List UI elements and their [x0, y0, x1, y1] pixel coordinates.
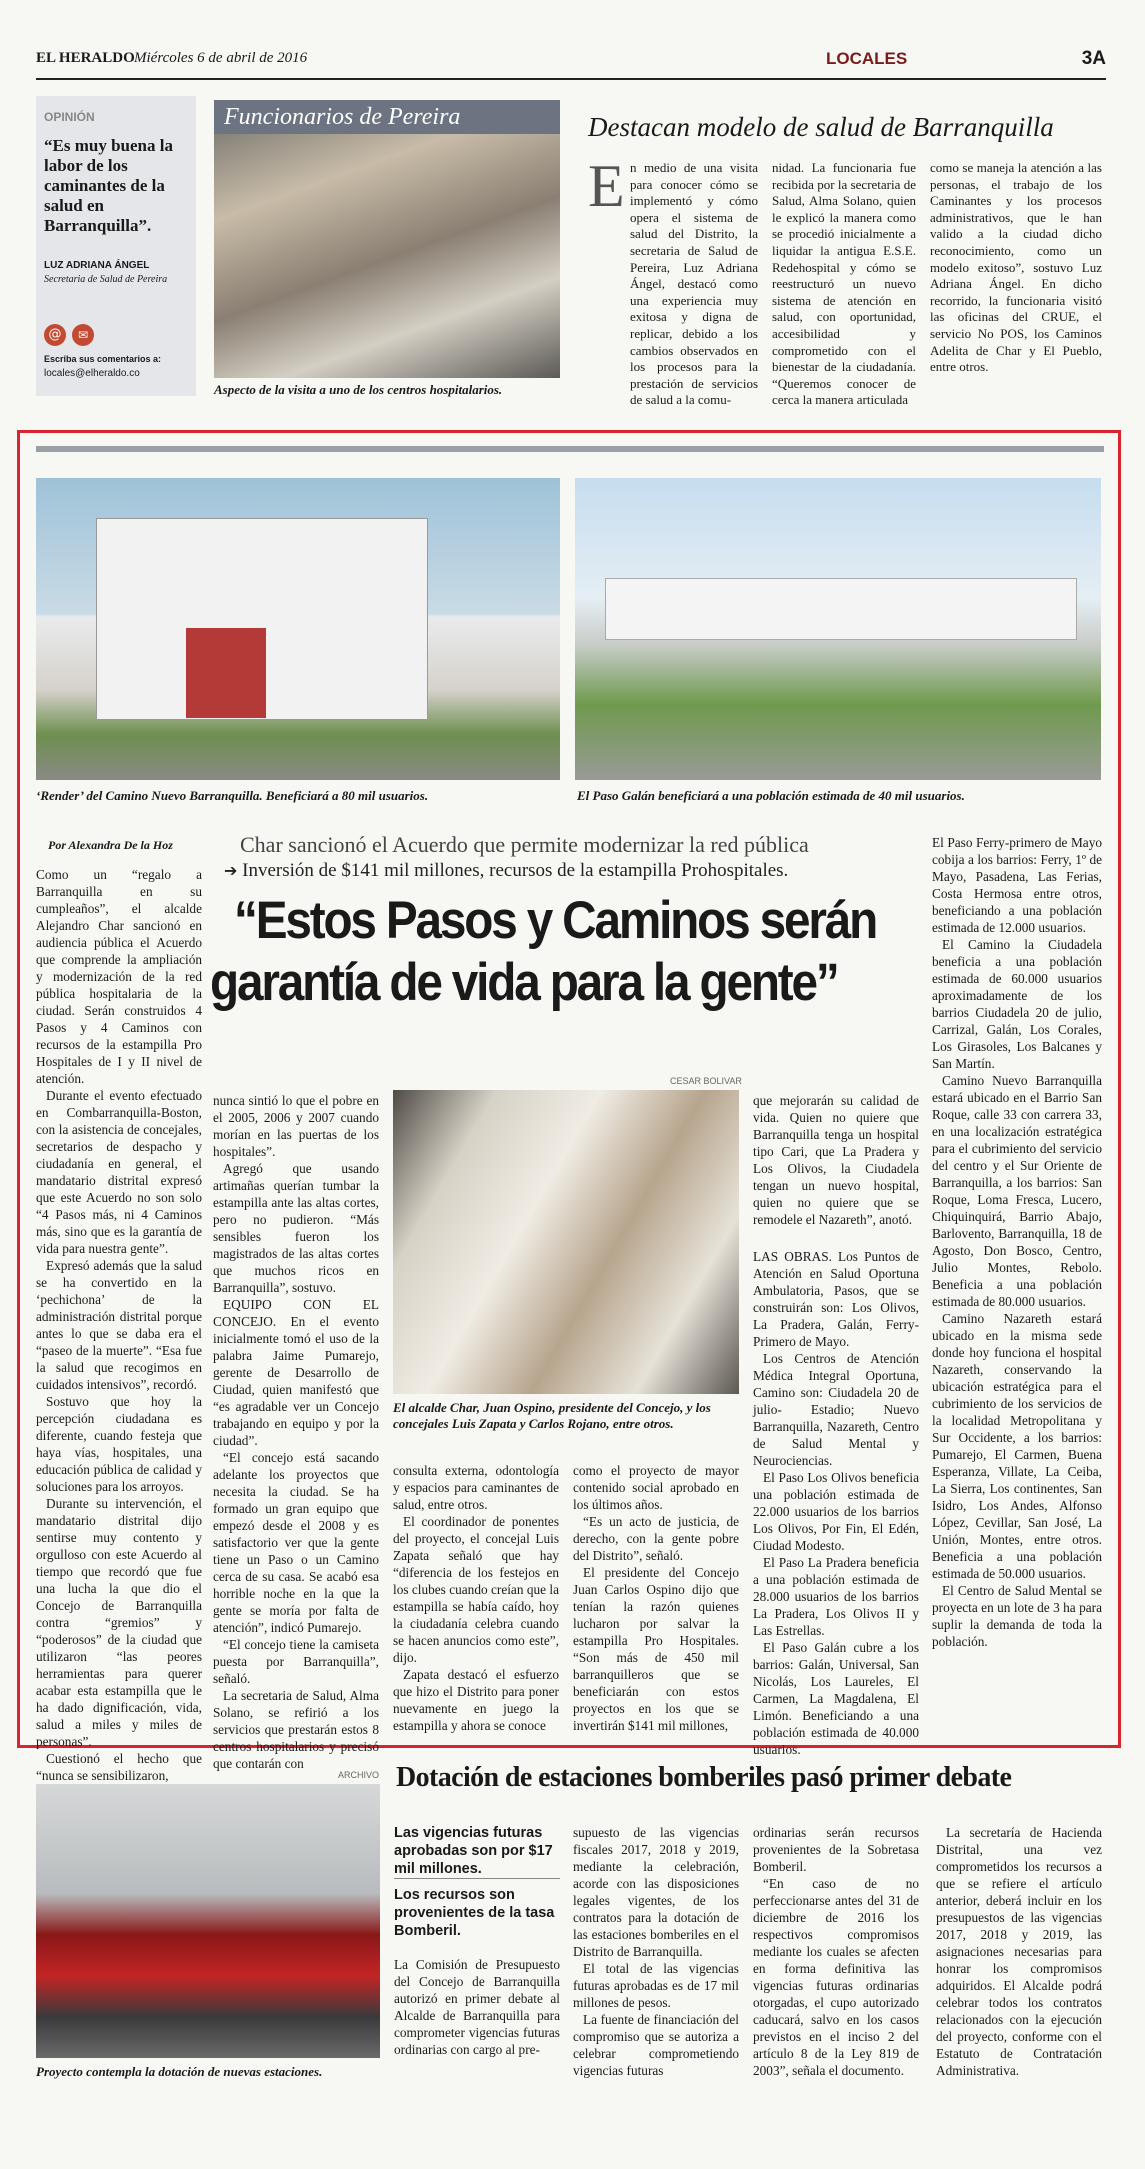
bomberos-photo-credit: ARCHIVO — [338, 1770, 380, 1780]
pereira-dropcap: E — [588, 153, 625, 219]
pereira-headline: Destacan modelo de salud de Barranquilla — [588, 112, 1054, 142]
pereira-col2: nidad. La funcionaria fue recibida por la secretaria de Salud, Alma Solano, quien le explicó la manera como se procedió inicialmente a liquidar la antigua E.S.E. Redehospital y cómo se reestructuró un nuevo sistema de atención en salud, con oportunidad, accesibilidad y comprometido con el bienestar de la ciudadanía. “Queremos conocer de cerca la manera articulada — [772, 160, 916, 408]
newspaper-name: EL HERALDO — [36, 50, 135, 66]
main-col2: nunca sintió lo que el pobre en el 2005, 2006 y 2007 cuando morían en las puertas de los hospitales”. Agregó que usando artimañas querían tumbar la estampilla ante las altas cortes, pero no pudieron. “Más sensibles fueron los magistrados de las altas cortes que muchos ricos en Barranquilla”, sostuvo. EQUIPO CON EL CONCEJO. En el evento inicialmente tomó el uso de la palabra Jaime Pumarejo, gerente de Desarrollo de Ciudad, quien manifestó que “es agradable ver un Concejo trabajando en equipo y por la ciudad”. “El concejo está sacando adelante los proyectos que necesita la ciudad. Se ha formado un gran equipo que empezó desde el 2008 y es satisfactorio ver que la gente tiene un Paso o un Camino cerca de su casa. Se acabó esa horrible noche en la que la gente se moría por falta de atención”, indicó Pumarejo. “El concejo tiene la camiseta puesta por Barranquilla”, señaló. La secretaria de Salud, Alma Solano, se refirió a los servicios que prestarán estos 8 centros hospitalarios y precisó que contarán con — [213, 1093, 379, 1771]
bomberos-col2: supuesto de las vigencias fiscales 2017, 2018 y 2019, mediante la celebración, acorde con las disposiciones legales vigentes, de los contratos para la dotación de las estaciones bomberiles en el Distrito de Barranquilla. El total de las vigencias futuras aprobadas es de 17 mil millones de pesos. La fuente de financiación del compromiso que se autoriza a celebrar comprometiendo vigencias futuras — [573, 1825, 739, 2078]
pereira-col1: n medio de una visita para conocer cómo se implementó y cómo opera el sistema de salud del Distrito, la secretaria de Salud de Pereira, Luz Adriana Ángel, destacó como una experiencia muy exitosa y digna de replicar, debido a los cambios observados en los procesos para la prestación de servicios de salud a la comu- — [630, 160, 758, 408]
subkicker-text: Inversión de $141 mil millones, recursos de la estampilla Prohospitales. — [242, 860, 789, 881]
header-rule — [36, 78, 1106, 80]
opinion-label: OPINIÓN — [44, 110, 95, 124]
signing-photo-caption: El alcalde Char, Juan Ospino, presidente del Concejo, y los concejales Luis Zapata y Carlos Rojano, entre otros. — [393, 1400, 711, 1431]
highlight-rule — [394, 1878, 560, 1879]
opinion-author: LUZ ADRIANA ÁNGEL — [44, 260, 150, 271]
main-col4: como el proyecto de mayor contenido social aprobado en los últimos años. “Es un acto de justicia, de derecho, con la gente pobre del Distrito”, señaló. El presidente del Concejo Juan Carlos Ospino dijo que tenían la razón quienes lucharon por salvar la estampilla Pro Hospitales. “Son más de 450 mil barranquilleros que se beneficiarán con estos proyectos en los que se invertirán $141 mil millones, — [573, 1463, 739, 1733]
render-paso-galan-photo — [575, 478, 1101, 780]
pereira-photo-title: Funcionarios de Pereira — [214, 100, 560, 134]
mail-icon[interactable]: ✉ — [72, 324, 94, 346]
byline: Por Alexandra De la Hoz — [48, 838, 173, 852]
fire-truck-caption: Proyecto contempla la dotación de nuevas estaciones. — [36, 2064, 323, 2079]
fire-truck-photo — [36, 1784, 380, 2058]
main-col3: consulta externa, odontología y espacios para caminantes de salud, entre otros. El coordinador de ponentes del proyecto, el concejal Luis Zapata señaló que hay “diferencia de los festejos en los clubes cuando creían que la estampilla se había caído, hoy la ciudadanía celebra cuando se hacen anuncios como este”, dijo. Zapata destacó el esfuerzo que hizo el Distrito para poner nuevamente en juego la estampilla y ahora se conoce — [393, 1463, 559, 1733]
bomberos-col1: La Comisión de Presupuesto del Concejo de Barranquilla autorizó en primer debate al Alcalde de Barranquilla para comprometer vigencias futuras ordinarias con cargo al pre- — [394, 1957, 560, 2057]
arrow-circle-icon: ➔ — [224, 861, 238, 880]
comments-label: Escriba sus comentarios a: — [44, 354, 162, 364]
main-story-topbar — [36, 446, 1104, 452]
signing-photo — [393, 1090, 739, 1394]
caption-paso-galan: El Paso Galán beneficiará a una población estimada de 40 mil usuarios. — [577, 788, 965, 803]
pereira-caption: Aspecto de la visita a uno de los centros hospitalarios. — [214, 382, 503, 397]
bomberos-headline: Dotación de estaciones bomberiles pasó primer debate — [396, 1762, 1012, 1793]
bomberos-highlight-2: Los recursos son provenientes de la tasa Bomberil. — [394, 1887, 555, 1939]
main-col1: Como un “regalo a Barranquilla en su cumpleaños”, el alcalde Alejandro Char sancionó en audiencia pública el Acuerdo que comprende la ampliación y modernización de la red pública hospitalaria de la ciudad. Serán construidos 4 Pasos y 4 Caminos con recursos de la estampilla Pro Hospitales de I y II nivel de atención. Durante el evento efectuado en Combarranquilla-Boston, con la asistencia de concejales, secretarios de despacho y ciudadanía en general, el mandatario distrital expresó que este Acuerdo no son solo “4 Pasos más, ni 4 Caminos más, sino que es la garantía de vida para nuestra gente”. Expresó además que la salud se ha convertido en la ‘pechichona’ de la administración distrital porque antes lo que se daba era el “paseo de la muerte”. “Esa fue la salud que recogimos en cuidados intensivos”, recordó. Sostuvo que hoy la percepción ciudadana es diferente, cuando festeja que haya vías, hospitales, una educación pública de calidad y soluciones para los arroyos. Durante su intervención, el mandatario distrital dijo sentirse muy contento y orgulloso con este Acuerdo al tiempo que recordó que fue una lucha la que dio el Concejo de Barranquilla contra “gremios” y “poderosos” de la ciudad que utilizaron “las peores herramientas para querer acabar esta estampilla que le ha dado dignificación, vida, salud a miles y miles de personas”. Cuestionó el hecho que “nunca se sensibilizaron, — [36, 867, 202, 1783]
issue-date: Miércoles 6 de abril de 2016 — [134, 50, 308, 66]
main-col5: LAS OBRAS. Los Puntos de Atención en Salud Oportuna Ambulatoria, Pasos, que se construirán son: Los Olivos, La Pradera, Galán, Ferry- Primero de Mayo. Los Centros de Atención Médica Integral Oportuna, Camino son: Ciudadela 20 de julio- Estadio; Nuevo Barranquilla, Nazareth, Centro de Salud Mental y Neurociencias. El Paso Los Olivos beneficia una población estimada de 22.000 usuarios de los barrios Los Olivos, Por Fin, El Edén, Ciudad Modesto. El Paso La Pradera beneficia a una población estimada de 28.000 usuarios de los barrios La Pradera, Los Olivos II y Las Estrellas. El Paso Galán cubre a los barrios: Galán, Universal, San Nicolás, Los Laureles, El Carmen, La Magdalena, El Limón. Beneficiando a una población estimada de 40.000 usuarios. — [753, 1249, 919, 1757]
subkicker — [224, 860, 788, 882]
main-col6: El Paso Ferry-primero de Mayo cobija a los barrios: Ferry, 1º de Mayo, Pasadena, Las Ferias, Costa Hermosa entre otros, beneficiando a una población estimada de 12.000 usuarios. El Camino la Ciudadela beneficia a una población estimada de 60.000 usuarios aproximadamente de los barrios Ciudadela 20 de julio, Carrizal, Galán, Los Corales, Los Girasoles, Los Balcanes y San Martín. Camino Nuevo Barranquilla estará ubicado en el Barrio San Roque, calle 33 con carrera 33, en una localización estratégica para el cubrimiento del servicio del centro y el Sur Oriente de Barranquilla, a los barrios: San Roque, Loma Fresca, Lucero, Chiquinquirá, Barrio Abajo, Barlovento, Barranquilla, 18 de Agosto, Don Bosco, Centro, Julio Montes, Rebolo. Beneficia a una población estimada de 80.000 usuarios. Camino Nazareth estará ubicado en la misma sede donde hoy funciona el hospital Nazareth, conservando la ubicación estratégica para el cubrimiento de los servicios de la localidad Metropolitana y Sur Occidente, a los barrios: Pumarejo, El Carmen, Buena Esperanza, Villate, La Ceiba, La Sierra, Los continentes, San Isidro, Los Andes, Alfonso López, Cevillar, San José, La Unión, Montes, entre otros. Beneficia a una población estimada de 50.000 usuarios. El Centro de Salud Mental se proyecta en un lote de 3 ha para suplir la demanda de toda la población. — [932, 835, 1102, 1649]
render-camino-nuevo-photo — [36, 478, 560, 780]
page-number: 3A — [1081, 48, 1106, 69]
page-header — [36, 42, 1106, 76]
section-name: LOCALES — [826, 49, 908, 68]
bomberos-highlight-1: Las vigencias futuras aprobadas son por $17 mil millones. — [394, 1825, 553, 1877]
bomberos-col4: La secretaría de Hacienda Distrital, una vez comprometidos los recursos a que se refiere el artículo anterior, deberá incluir en los presupuestos de las vigencias 2017, 2018 y 2019, las asignaciones necesarias para honrar los compromisos adquiridos. El Alcalde podrá celebrar todos los contratos relacionados con la ejecución del proyecto, conforme con el Estatuto de Contratación Administrativa. — [936, 1825, 1102, 2078]
social-icon[interactable]: @ — [44, 324, 66, 346]
caption-camino-nuevo: ‘Render’ del Camino Nuevo Barranquilla. Beneficiará a 80 mil usuarios. — [36, 788, 429, 803]
bomberos-col3: ordinarias serán recursos provenientes de la Sobretasa Bomberil. “En caso de no perfeccionarse antes del 31 de diciembre de 2016 los respectivos compromisos mediante los cuales se afecten en forma definitiva las vigencias futuras ordinarias otorgadas, el cupo autorizado caducará, salvo en los casos previstos en el inciso 2 del artículo 8 de la Ley 819 de 2003”, señala el documento. — [753, 1825, 919, 2078]
main-headline-line1: “Estos Pasos y Caminos serán — [234, 891, 877, 950]
kicker: Char sancionó el Acuerdo que permite modernizar la red pública — [240, 832, 809, 857]
opinion-box — [36, 96, 196, 396]
comments-email[interactable]: locales@elheraldo.co — [44, 368, 140, 379]
main-headline-line2: garantía de vida para la gente” — [210, 953, 838, 1012]
pereira-photo — [214, 100, 560, 378]
photo-credit: CESAR BOLIVAR — [670, 1076, 742, 1086]
opinion-role: Secretaria de Salud de Pereira — [44, 274, 168, 285]
opinion-quote: “Es muy buena la labor de los caminantes de la salud en Barranquilla”. — [44, 136, 173, 235]
pereira-col3: como se maneja la atención a las personas, el trabajo de los Caminantes y los procesos administrativos, que le han valido a la ciudad dicho reconocimiento, como un modelo exitoso”, sostuvo Luz Adriana Ángel. En dicho recorrido, la funcionaria visitó las oficinas del CRUE, el servicio No POS, los Caminos Adelita de Char y El Pueblo, entre otros. — [930, 160, 1102, 375]
main-col4-top: que mejorarán su calidad de vida. Quien no quiere que Barranquilla tenga un hospital tipo Cari, que La Pradera y Los Olivos, la Ciudadela tengan un nuevo hospital, quien no quiere que se remodele el Nazareth”, anotó. — [753, 1093, 919, 1227]
